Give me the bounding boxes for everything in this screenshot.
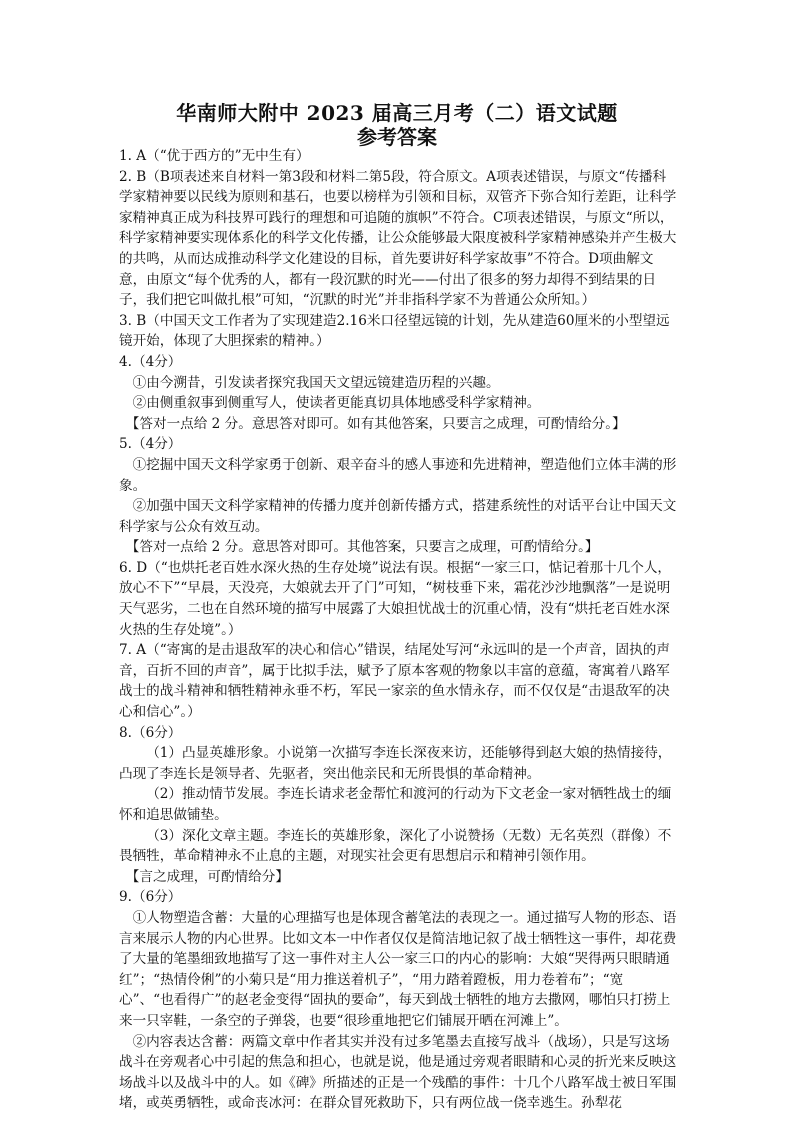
document-title: 华南师大附中 2023 届高三月考（二）语文试题 <box>176 101 618 125</box>
answer-2: 2. B（B项表述来自材料一第3段和材料二第5段，符合原文。A项表述错误，与原文“传播科学家精神要以民线为原则和基石，也要以榜样为引领和目标，双管齐下弥合知行差距，让科学家精神真正成为科技界可践行的理想和可追随的旗帜”不符合。C项表述错误，与原文“所以，科学家精神要实现体系化的科学文化传播，让公众能够最大限度被科学家精神感染并产生极大的共鸣，从而达成推动科学文化建设的目标，首先要讲好科学家故事”不符合。D项曲解文意，由原文“每个优秀的人，都有一段沉默的时光——付出了很多的努力却得不到结果的日子，我们把它叫做扎根”可知，“沉默的时光”并非指科学家不为普通公众所知。） <box>119 168 677 309</box>
answer-8-point-1: （1）凸显英雄形象。小说第一次描写李连长深夜来访，还能够得到赵大娘的热情接待，凸现了李连长是领导者、先驱者，突出他亲民和无所畏惧的革命精神。 <box>119 745 672 782</box>
answer-4-scoring-note: 【答对一点给 2 分。意思答对即可。如有其他答案，只要言之成理，可酌情给分。】 <box>125 415 626 432</box>
answer-5-scoring-note: 【答对一点给 2 分。意思答对即可。其他答案，只要言之成理，可酌情给分。】 <box>125 539 599 556</box>
answer-8-scoring-note: 【言之成理，可酌情给分】 <box>125 868 289 885</box>
answer-6: 6. D（“也烘托老百姓水深火热的生存处境”说法有误。根据“一家三口，惦记着那十几个人，放心不下”“早晨，天没亮，大娘就去开了门”可知，“树枝垂下来，霜花沙沙地飘落”一是说明天气恶劣，二也在自然环境的描写中展露了大娘担忧战士的沉重心情，没有“烘托老百姓水深火热的生存处境”。） <box>119 559 672 638</box>
answer-1: 1. A（“优于西方的”无中生有） <box>119 148 310 164</box>
answer-4-point-2: ②由侧重叙事到侧重写人，使读者更能真切具体地感受科学家精神。 <box>132 395 541 412</box>
answer-3: 3. B（中国天文工作者为了实现建造2.16米口径望远镜的计划，先从建造60厘米的小型望远镜开始，体现了大胆探索的精神。） <box>119 312 670 350</box>
answer-5-point-1: ①挖掘中国天文科学家勇于创新、艰辛奋斗的感人事迹和先进精神，塑造他们立体丰满的形象。 <box>119 456 677 494</box>
answer-5-heading: 5.（4分） <box>119 436 182 453</box>
answer-9-point-1: ①人物塑造含蓄：大量的心理描写也是体现含蓄笔法的表现之一。通过描写人物的形态、语言来展示人物的内心世界。比如文本一中作者仅仅是简洁地记叙了战士牺牲这一事件，却花费了大量的笔墨细致地描写了这一事件对主人公一家三口的内心的影响：大娘“哭得两只眼睛通红”；“热情伶俐”的小菊只是“用力推送着机子”，“用力踏着蹬板，用力卷着布”；“宽心”、“也看得广”的赵老金变得“固执的要命”，每天到战士牺牲的地方去撒网，哪怕只打捞上来一只宰鞋，一条空的子弹袋，也要“很珍重地把它们铺展开晒在河滩上”。 <box>119 909 677 1029</box>
answer-4-heading: 4.（4分） <box>119 353 182 370</box>
answer-8-heading: 8.（6分） <box>119 724 182 741</box>
answer-9-heading: 9.（6分） <box>119 889 182 906</box>
answer-5-point-2: ②加强中国天文科学家精神的传播力度并创新传播方式，搭建系统性的对话平台让中国天文科学家与公众有效互动。 <box>119 498 677 535</box>
answer-content <box>119 146 677 1114</box>
answer-7: 7. A（“寄寓的是击退敌军的决心和信心”错误，结尾处写河“永远叫的是一个声音，固执的声音，百折不回的声音”，属于比拟手法，赋予了原本客观的物象以丰富的意蕴，寄寓着八路军战士的战斗精神和牺牲精神永垂不朽，军民一家亲的鱼水情永存，而不仅仅是“击退敌军的决心和信心”。） <box>119 642 670 721</box>
document-subtitle: 参考答案 <box>357 125 437 149</box>
answer-9-point-2: ②内容表达含蓄：两篇文章中作者其实并没有过多笔墨去直接写战斗（战场），只是写这场战斗在旁观者心中引起的焦急和担心，也就是说，他是通过旁观者眼睛和心灵的折光来反映这场战斗以及战斗中的人。如《碑》所描述的正是一个残酷的事件：十几个八路军战士被日军围堵，或英勇牺牲，或命丧冰河：在群众冒死救助下，只有两位战一侥幸逃生。孙犁花 <box>119 1033 677 1112</box>
answer-8-point-2: （2）推动情节发展。李连长请求老金帮忙和渡河的行动为下文老金一家对牺牲战士的缅怀和追思做铺垫。 <box>119 786 672 823</box>
answer-4-point-1: ①由今溯昔，引发读者探究我国天文望远镜建造历程的兴趣。 <box>132 374 500 391</box>
answer-8-point-3: （3）深化文章主题。李连长的英雄形象，深化了小说赞扬（无数）无名英烈（群像）不畏牺牲，革命精神永不止息的主题，对现实社会更有思想启示和精神引领作用。 <box>119 827 672 865</box>
